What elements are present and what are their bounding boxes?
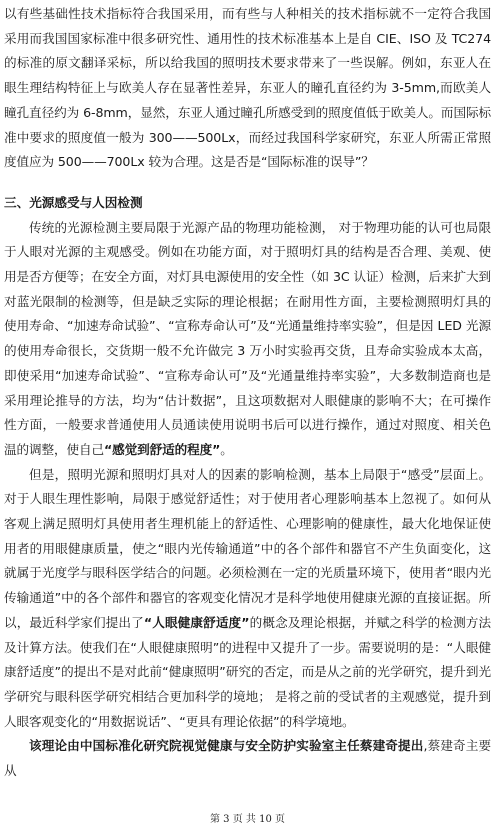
section-spacer [4,175,491,191]
paragraph-traditional-detection [4,216,491,463]
paragraph-theory-origin [4,734,491,783]
paragraph-human-factor-bold: “人眼健康舒适度” [143,614,250,630]
paragraph-intro [4,2,491,175]
paragraph-intro-text: 以有些基础性技术指标符合我国采用，而有些与人种相关的技术指标就不一定符合我国采用而我国国家标准中很多研究性、通用性的技术标准基本上是自 CIE、ISO 及 TC274 的标准的原文翻译采标，所以给我国的照明技术要求带来了一些误解。例如，东亚人在眼生理结构特征上与欧美人存在显著性差异，东亚人的瞳孔直径约为 3-5mm,而欧美人瞳孔直径约为 6-8mm，显然，东亚人通过瞳孔所感受到的照度值低于欧美人。而国际标准中要求的照度值一般为 300——500Lx，而经过我国科学家研究，东亚人所需正常照度值应为 500——700Lx 较为合理。这是否是“国际标准的误导”？ [4,6,491,170]
paragraph-theory-rest: ,蔡建奇主要从 [4,738,491,779]
paragraph-traditional-end: 。 [220,441,233,457]
section-heading: 三、光源感受与人因检测 [4,194,143,210]
paragraph-human-factor-text-a: 但是，照明光源和照明灯具对人的因素的影响检测，基本上局限于“感受”层面上。对于人眼生理性影响，局限于感觉舒适性；对于使用者心理影响基本上忽视了。如何从客观上满足照明灯具使用者生理机能上的舒适性、心理影响的健康性，最大化地保证使用者的用眼健康质量，使之“眼内光传输通道”中的各个部件和器官不产生负面变化，这就属于光度学与眼科医学结合的问题。必须检测在一定的光质量环境下，使用者“眼内光传输通道”中的各个部件和器官的客观变化情况才是科学地使用健康光源的直接证据。所以，最近科学家们提出了 [4,466,491,630]
paragraph-human-factor [4,463,491,735]
paragraph-human-factor-text-b: 的概念及理论根据，并赋之科学的检测方法及计算方法。使我们在“人眼健康照明”的进程中又提升了一步。需要说明的是：“人眼健康舒适度”的提出不是对此前“健康照明”研究的否定，而是从之前的光学研究，提升到光学研究与眼科医学研究相结合更加科学的境地； 是将之前的受试者的主观感觉，提升到人眼客观变化的“用数据说话”、“更具有理论依据”的科学境地。 [4,614,491,729]
paragraph-theory-bold: 该理论由中国标准化研究院视觉健康与安全防护实验室主任蔡建奇提出 [29,738,424,754]
paragraph-traditional-text: 传统的光源检测主要局限于光源产品的物理功能检测， 对于物理功能的认可也局限于人眼对光源的主观感受。例如在功能方面，对于照明灯具的结构是否合理、美观、使用是否方便等；在安全方面，对灯具电源使用的安全性（如 3C 认证）检测，后来扩大到对蓝光限制的检测等，但是缺乏实际的理论根据；在耐用性方面，主要检测照明灯具的使用寿命、“加速寿命试验”、“宣称寿命认可”及“光通量维持率实验”，但是因 LED 光源的使用寿命很长，交货期一般不允许做完 3 万小时实验再交货，且寿命实验成本太高，即使采用“加速寿命试验”、“宣称寿命认可”及“光通量维持率实验”，大多数制造商也是采用理论推导的方法，均为“估计数据”，且这项数据对人眼健康的影响不大；在可操作性方面，一般要求普通使用人员通读使用说明书后可以进行操作，通过对照度、相关色温的调整，使自己 [4,219,491,457]
page-footer: 第 3 页 共 10 页 [210,814,285,825]
paragraph-traditional-bold: “感觉到舒适的程度” [103,441,221,457]
